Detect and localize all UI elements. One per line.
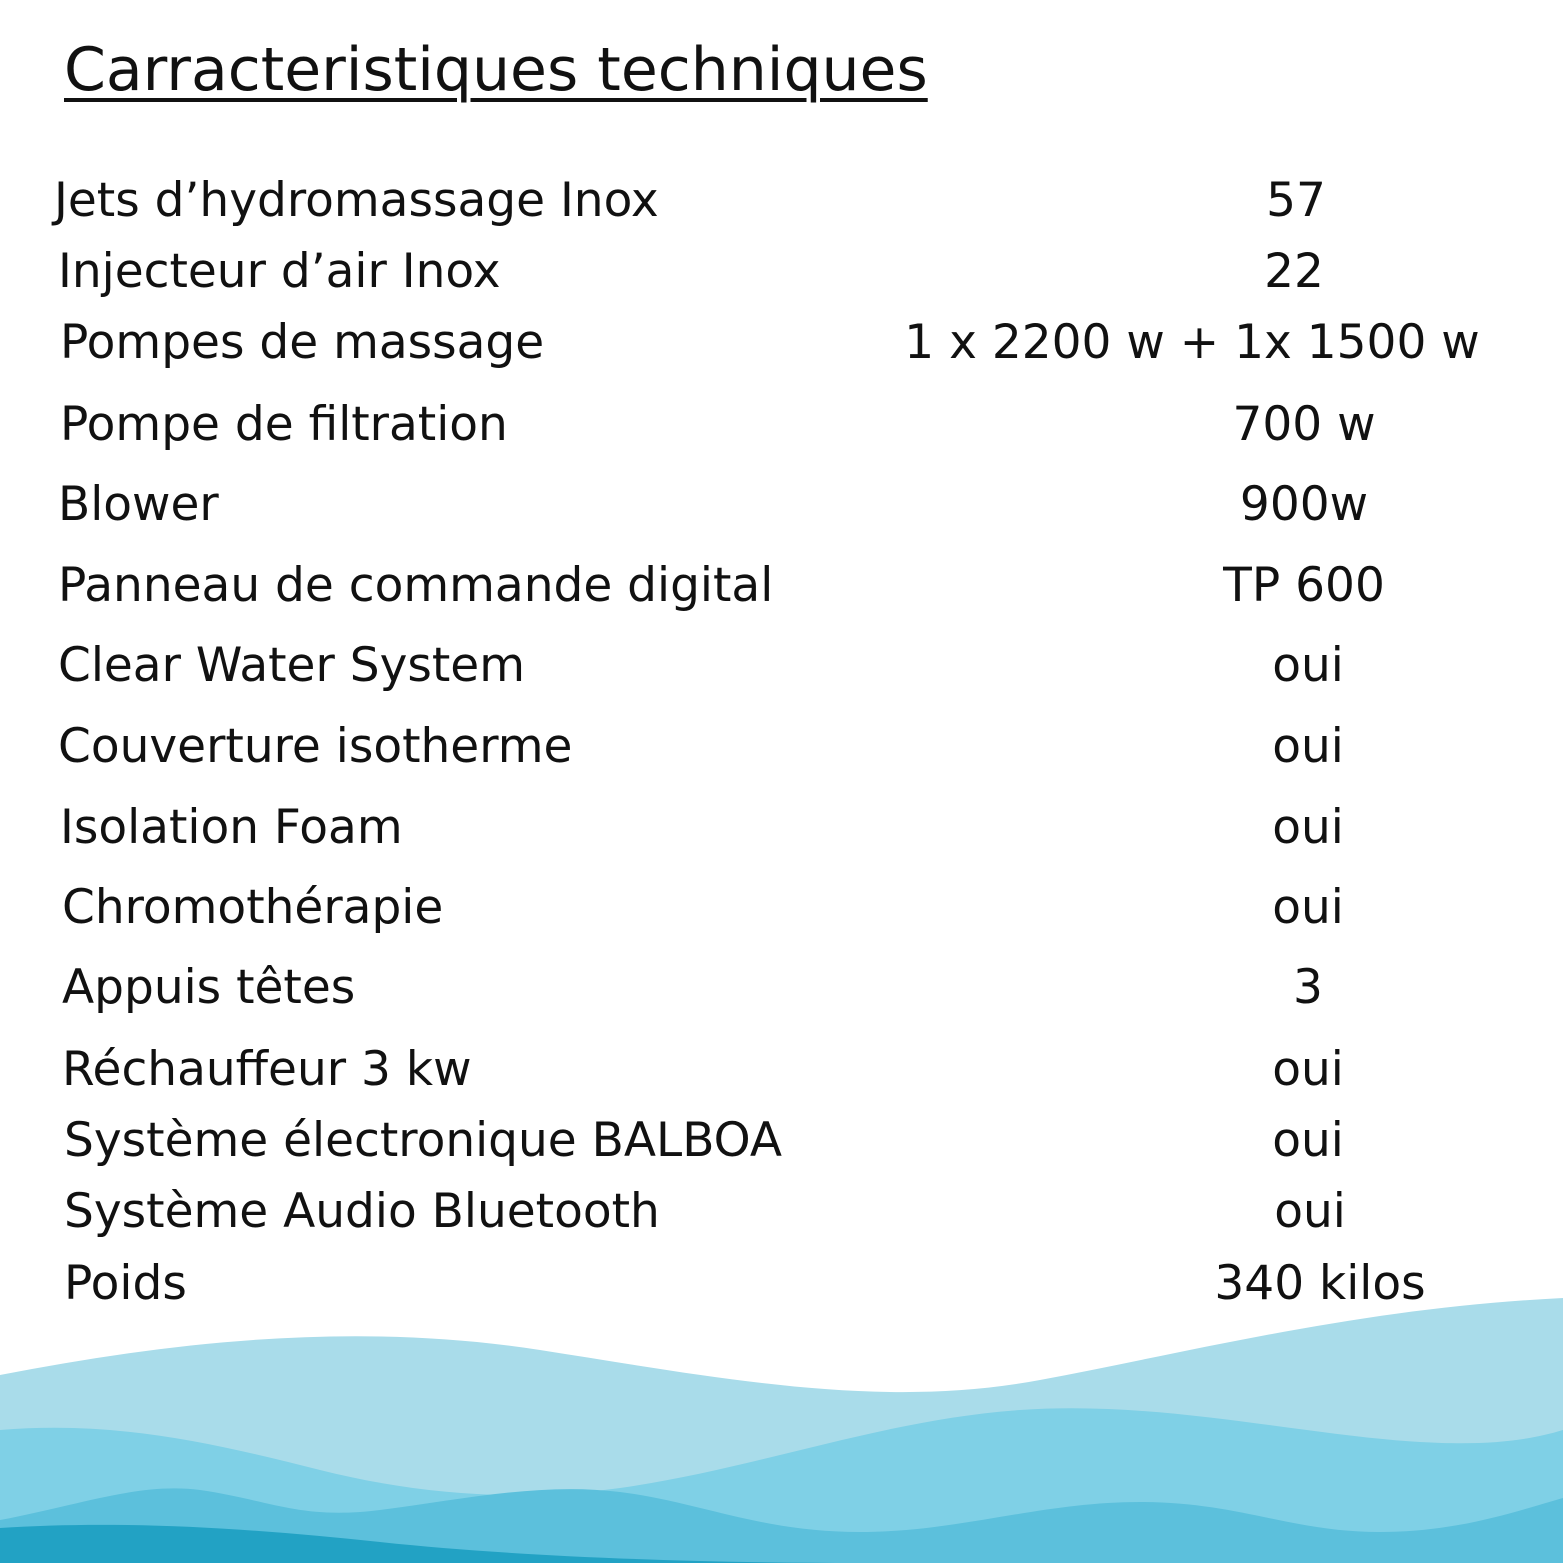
spec-label: Jets d’hydromassage Inox bbox=[54, 173, 659, 228]
spec-value: 700 w bbox=[1232, 397, 1376, 452]
spec-label: Couverture isotherme bbox=[58, 719, 573, 774]
spec-value: oui bbox=[1272, 719, 1344, 774]
spec-row bbox=[0, 1038, 1563, 1102]
spec-label: Système Audio Bluetooth bbox=[64, 1184, 660, 1239]
spec-label: Réchauffeur 3 kw bbox=[62, 1042, 472, 1097]
spec-value: 1 x 2200 w + 1x 1500 w bbox=[904, 315, 1480, 370]
spec-label: Pompe de filtration bbox=[60, 397, 508, 452]
spec-row bbox=[0, 554, 1563, 618]
spec-label: Injecteur d’air Inox bbox=[58, 244, 501, 299]
spec-row bbox=[0, 169, 1563, 233]
spec-value: oui bbox=[1272, 800, 1344, 855]
spec-label: Système électronique BALBOA bbox=[64, 1113, 782, 1168]
spec-row bbox=[0, 796, 1563, 860]
decorative-waves bbox=[0, 1270, 1563, 1563]
spec-label: Blower bbox=[58, 477, 219, 532]
spec-row bbox=[0, 1109, 1563, 1173]
spec-label: Appuis têtes bbox=[62, 960, 356, 1015]
spec-value: TP 600 bbox=[1223, 558, 1385, 613]
spec-row bbox=[0, 876, 1563, 940]
spec-value: 900w bbox=[1239, 477, 1369, 532]
spec-value: 22 bbox=[1264, 244, 1324, 299]
spec-row bbox=[0, 715, 1563, 779]
spec-row bbox=[0, 393, 1563, 457]
spec-value: oui bbox=[1272, 638, 1344, 693]
spec-row bbox=[0, 956, 1563, 1020]
spec-value: oui bbox=[1272, 1113, 1344, 1168]
spec-label: Isolation Foam bbox=[60, 800, 403, 855]
spec-row bbox=[0, 240, 1563, 304]
spec-row bbox=[0, 634, 1563, 698]
spec-label: Clear Water System bbox=[58, 638, 525, 693]
spec-label: Pompes de massage bbox=[60, 315, 545, 370]
spec-label: Poids bbox=[64, 1256, 187, 1311]
spec-row bbox=[0, 311, 1563, 375]
spec-value: oui bbox=[1272, 880, 1344, 935]
spec-label: Chromothérapie bbox=[62, 880, 444, 935]
spec-value: 3 bbox=[1293, 960, 1323, 1015]
spec-value: oui bbox=[1274, 1184, 1346, 1239]
spec-row bbox=[0, 473, 1563, 537]
spec-value: oui bbox=[1272, 1042, 1344, 1097]
page-title: Carracteristiques techniques bbox=[64, 35, 928, 105]
spec-value: 340 kilos bbox=[1214, 1256, 1426, 1311]
spec-value: 57 bbox=[1266, 173, 1326, 228]
spec-label: Panneau de commande digital bbox=[58, 558, 774, 613]
spec-row bbox=[0, 1180, 1563, 1244]
